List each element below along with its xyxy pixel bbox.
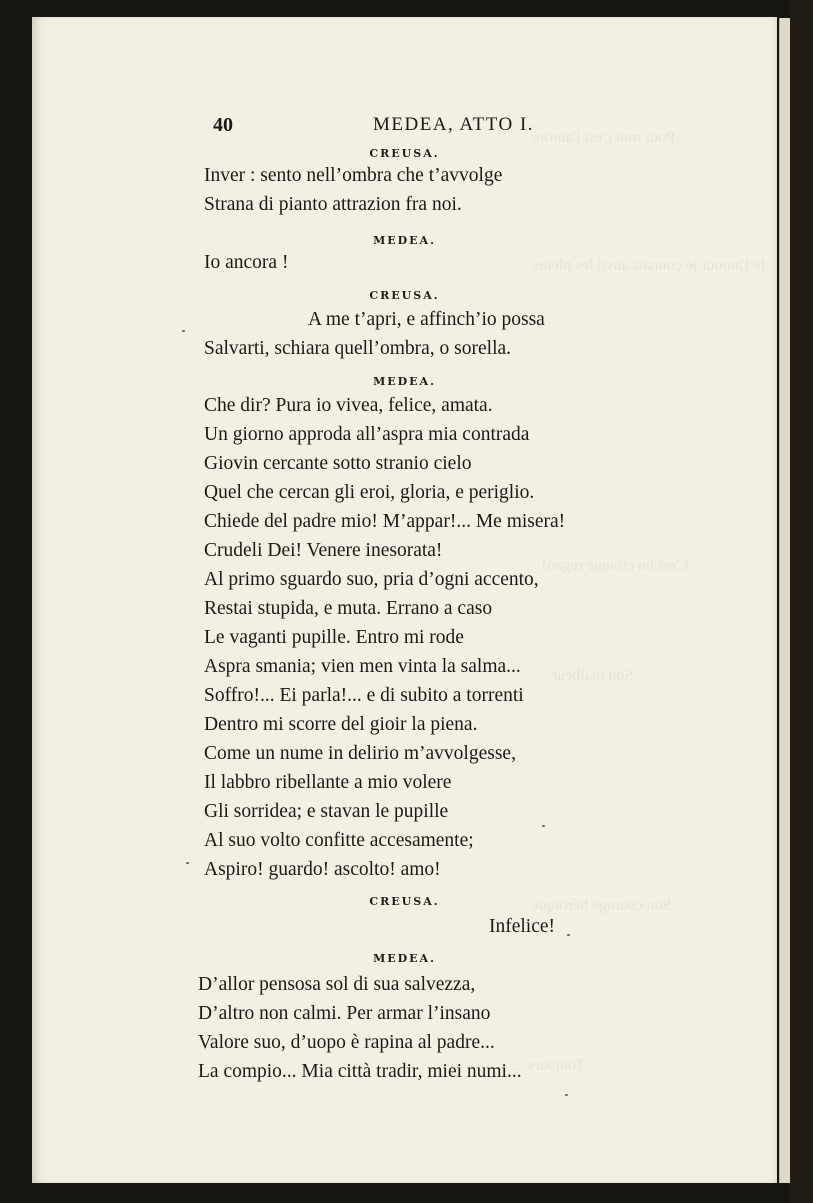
speaker-name: CREUSA. xyxy=(369,289,440,302)
verse-line: Io ancora ! xyxy=(204,252,289,273)
verse-line: Gli sorridea; e stavan le pupille xyxy=(204,801,449,822)
show-through-text: Pour moi c'est l'aurore Je l'amour je connais aussi les pleurs C'est un étrange regard Son malheur Son courage héroïque Toujours ... xyxy=(512,129,767,1074)
verse-line: Che dir? Pura io vivea, felice, amata. xyxy=(204,395,493,416)
verse-line: Strana di pianto attrazion fra noi. xyxy=(204,194,462,215)
page-number: 40 xyxy=(213,114,233,136)
paper-speck xyxy=(542,825,545,827)
verse-line: Salvarti, schiara quell’ombra, o sorella. xyxy=(204,338,512,359)
verse-line: Come un nume in delirio m’avvolgesse, xyxy=(204,743,516,764)
page-header xyxy=(32,114,777,144)
speaker-name: MEDEA. xyxy=(373,952,436,965)
verse-line: Dentro mi scorre del gioir la piena. xyxy=(204,714,478,735)
paper-speck xyxy=(182,330,185,332)
speaker-name: CREUSA. xyxy=(369,147,440,160)
verse-line: Giovin cercante sotto stranio cielo xyxy=(204,453,472,474)
verse-line: Infelice! xyxy=(489,916,556,937)
paper-speck xyxy=(186,862,189,864)
verse-line: La compio... Mia città tradir, miei numi... xyxy=(198,1061,522,1082)
paper-speck xyxy=(565,1094,568,1096)
verse-line: Il labbro ribellante a mio volere xyxy=(204,772,452,793)
verse-line: Valore suo, d’uopo è rapina al padre... xyxy=(198,1032,495,1053)
verse-line: A me t’apri, e affinch’io possa xyxy=(308,309,545,330)
paper-speck xyxy=(567,934,570,936)
verse-line: Aspra smania; vien men vinta la salma... xyxy=(204,656,521,677)
verse-line: Al primo sguardo suo, pria d’ogni accento, xyxy=(204,569,539,590)
speaker-name: MEDEA. xyxy=(373,375,436,388)
verse-line: Crudeli Dei! Venere inesorata! xyxy=(204,540,443,561)
next-page-edge xyxy=(779,18,790,1183)
verse-line: Aspiro! guardo! ascolto! amo! xyxy=(204,859,441,880)
verse-line: Soffro!... Ei parla!... e di subito a torrenti xyxy=(204,685,524,706)
speaker-name: MEDEA. xyxy=(373,234,436,247)
book-page xyxy=(32,17,777,1183)
verse-line: Le vaganti pupille. Entro mi rode xyxy=(204,627,464,648)
verse-line: Restai stupida, e muta. Errano a caso xyxy=(204,598,493,619)
scan-background xyxy=(790,0,813,1203)
running-title: MEDEA, ATTO I. xyxy=(373,114,535,135)
verse-line: D’altro non calmi. Per armar l’insano xyxy=(198,1003,491,1024)
verse-line: D’allor pensosa sol di sua salvezza, xyxy=(198,974,476,995)
verse-line: Un giorno approda all’aspra mia contrada xyxy=(204,424,530,445)
verse-line: Inver : sento nell’ombra che t’avvolge xyxy=(204,165,503,186)
verse-line: Chiede del padre mio! M’appar!... Me misera! xyxy=(204,511,566,532)
verse-line: Quel che cercan gli eroi, gloria, e periglio. xyxy=(204,482,535,503)
speaker-name: CREUSA. xyxy=(369,895,440,908)
verse-line: Al suo volto confitte accesamente; xyxy=(204,830,474,851)
